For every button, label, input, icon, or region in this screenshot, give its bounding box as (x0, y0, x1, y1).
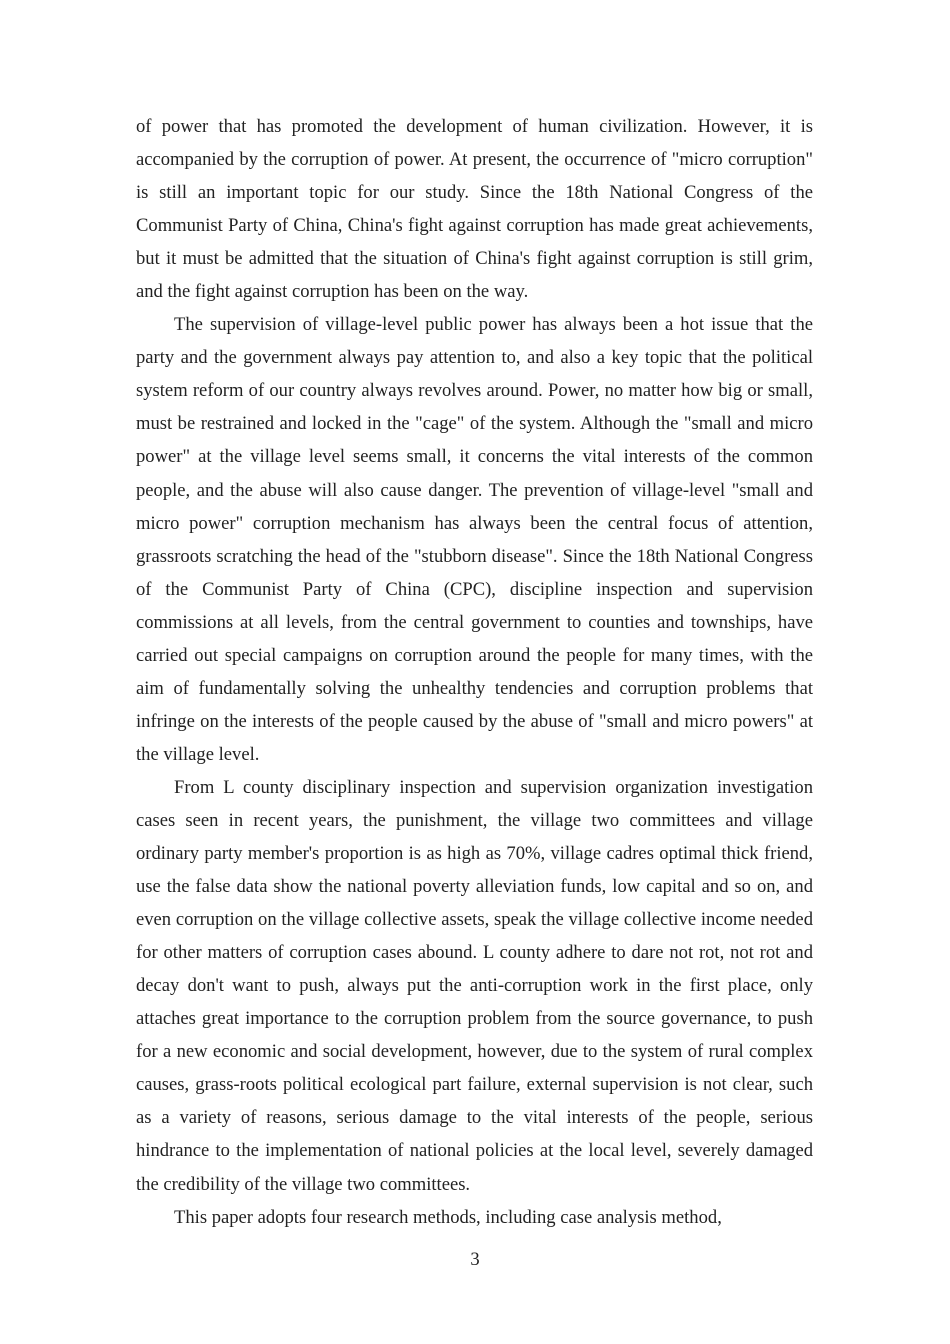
page-number: 3 (470, 1249, 480, 1270)
paragraph-continued: of power that has promoted the development of human civilization. However, it is accompanied by the corruption of power. At present, the occurrence of "micro corruption" is still an important topic for our study. Since the 18th National Congress of the Communist Party of China, China's fight against corruption has made great achievements, but it must be admitted that the situation of China's fight against corruption is still grim, and the fight against corruption has been on the way. (136, 116, 813, 303)
body-text (136, 110, 813, 1234)
paragraph-village-power-supervision: The supervision of village-level public power has always been a hot issue that the party and the government always pay attention to, and also a key topic that the political system reform of our country always revolves around. Power, no matter how big or small, must be restrained and locked in the "cage" of the system. Although the "small and micro power" at the village level seems small, it concerns the vital interests of the common people, and the abuse will also cause danger. The prevention of village-level "small and micro power" corruption mechanism has always been the central focus of attention, grassroots scratching the head of the "stubborn disease". Since the 18th National Congress of the Communist Party of China (CPC), discipline inspection and supervision commissions at all levels, from the central government to counties and townships, have carried out special campaigns on corruption around the people for many times, with the aim of fundamentally solving the unhealthy tendencies and corruption problems that infringe on the interests of the people caused by the abuse of "small and micro powers" at the village level. (136, 314, 813, 765)
paragraph-l-county-cases: From L county disciplinary inspection and supervision organization investigation cases seen in recent years, the punishment, the village two committees and village ordinary party member's proportion is as high as 70%, village cadres optimal thick friend, use the false data show the national poverty alleviation funds, low capital and so on, and even corruption on the village collective assets, speak the village collective income needed for other matters of corruption cases abound. L county adhere to dare not rot, not rot and decay don't want to push, always put the anti-corruption work in the first place, only attaches great importance to the corruption problem from the source governance, to push for a new economic and social development, however, due to the system of rural complex causes, grass-roots political ecological part failure, external supervision is not clear, such as a variety of reasons, serious damage to the vital interests of the people, serious hindrance to the implementation of national policies at the local level, severely damaged the credibility of the village two committees. (136, 776, 813, 1195)
paragraph-research-methods: This paper adopts four research methods, including case analysis method, (174, 1206, 722, 1228)
